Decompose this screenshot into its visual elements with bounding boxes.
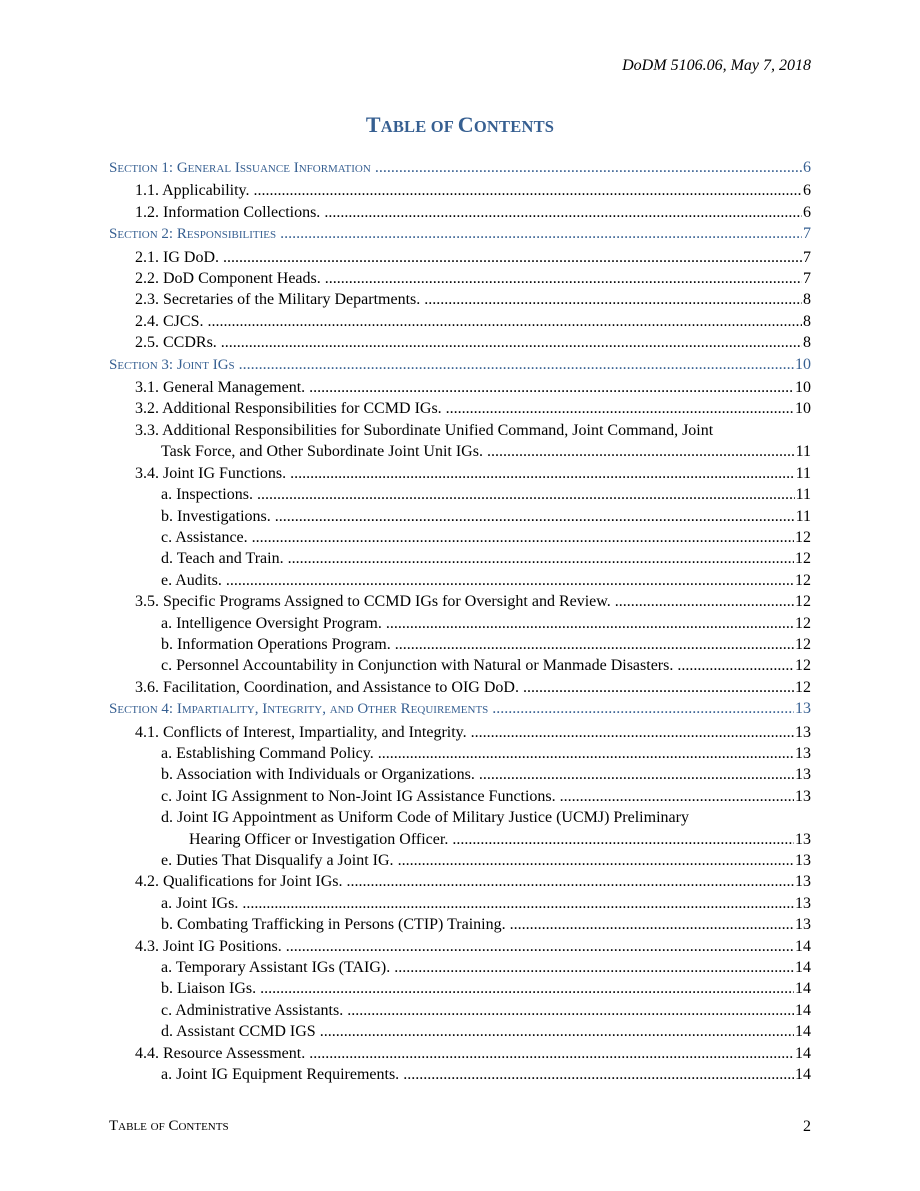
toc-entry-title: b. Liaison IGs. .....: [161, 978, 794, 999]
document-reference: DoDM 5106.06, May 7, 2018: [622, 57, 811, 74]
toc-entry-title: Hearing Officer or Investigation Officer. .....: [189, 829, 794, 850]
toc-page-number: 10: [795, 355, 811, 373]
toc-page-number: 12: [795, 571, 811, 589]
toc-subsection-entry[interactable]: [109, 722, 811, 743]
toc-section-title: SECTION 4: IMPARTIALITY, INTEGRITY, AND OTHER REQUIREMENTS .....: [109, 698, 794, 721]
toc-entry-title: c. Joint IG Assignment to Non-Joint IG Assistance Functions. .....: [161, 786, 794, 807]
toc-paragraph-entry[interactable]: [109, 914, 811, 935]
toc-page-number: 13: [795, 852, 811, 869]
toc-page-number: 12: [795, 550, 811, 568]
toc-entry-title: 3.5. Specific Programs Assigned to CCMD IGs for Oversight and Review. .....: [135, 591, 794, 612]
footer-section-label: TABLE OF CONTENTS: [109, 1118, 229, 1134]
toc-entry-title: 3.1. General Management. .....: [135, 377, 794, 398]
toc-page-number: 6: [803, 159, 811, 176]
toc-entry-title: d. Teach and Train. .....: [161, 548, 794, 569]
toc-entry-title: b. Investigations. .....: [161, 506, 795, 527]
toc-entry-title: d. Assistant CCMD IGS .....: [161, 1021, 794, 1042]
toc-subsection-entry[interactable]: [109, 441, 811, 462]
toc-subsection-entry[interactable]: [109, 289, 811, 310]
toc-entry-wrapped-line[interactable]: d. Joint IG Appointment as Uniform Code of Military Justice (UCMJ) Preliminary: [161, 809, 689, 827]
toc-entry-title: 3.2. Additional Responsibilities for CCMD IGs. .....: [135, 398, 794, 419]
toc-paragraph-entry[interactable]: [109, 634, 811, 655]
toc-paragraph-entry[interactable]: [109, 850, 811, 871]
toc-entry-title: 2.3. Secretaries of the Military Departments. .....: [135, 289, 802, 310]
toc-entry-title: 4.4. Resource Assessment. .....: [135, 1043, 794, 1064]
toc-section-entry[interactable]: [109, 698, 811, 721]
footer-page-number: 2: [803, 1118, 811, 1135]
toc-entry-title: e. Duties That Disqualify a Joint IG. .....: [161, 850, 794, 871]
title-second-rest: ONTENTS: [473, 117, 555, 136]
toc-subsection-entry[interactable]: [109, 202, 811, 223]
toc-subsection-entry[interactable]: [109, 1043, 811, 1064]
toc-page-number: 6: [803, 203, 811, 221]
toc-entry-title: 4.3. Joint IG Positions. .....: [135, 936, 794, 957]
toc-page-number: 11: [795, 464, 811, 482]
toc-page-number: 14: [795, 959, 811, 977]
toc-page-number: 8: [803, 312, 811, 330]
toc-subsection-entry[interactable]: [109, 398, 811, 419]
toc-entry-title: 2.4. CJCS. .....: [135, 311, 802, 332]
toc-subsection-entry[interactable]: [109, 180, 811, 201]
toc-section-title: SECTION 3: JOINT IGS .....: [109, 354, 794, 377]
toc-entry-title: b. Combating Trafficking in Persons (CTIP) Training. .....: [161, 914, 794, 935]
toc-entry-wrapped-line[interactable]: 3.3. Additional Responsibilities for Subordinate Unified Command, Joint Command, Joint: [135, 421, 714, 439]
toc-paragraph-entry[interactable]: [109, 743, 811, 764]
toc-entry-title: 3.6. Facilitation, Coordination, and Assistance to OIG DoD. .....: [135, 677, 794, 698]
toc-subsection-entry[interactable]: [109, 268, 811, 289]
toc-entry-title: 4.1. Conflicts of Interest, Impartiality, and Integrity. .....: [135, 722, 794, 743]
toc-paragraph-entry[interactable]: [109, 829, 811, 850]
toc-subsection-entry[interactable]: [109, 377, 811, 398]
toc-entry-title: 2.5. CCDRs. .....: [135, 332, 802, 353]
title-first-letter: T: [365, 112, 381, 137]
toc-page-number: 8: [803, 291, 811, 309]
toc-page-number: 13: [795, 873, 811, 891]
toc-paragraph-entry[interactable]: [109, 548, 811, 569]
toc-subsection-entry[interactable]: [109, 332, 811, 353]
toc-section-title: SECTION 2: RESPONSIBILITIES .....: [109, 223, 802, 246]
toc-page-number: 8: [803, 334, 811, 352]
toc-entry-title: a. Establishing Command Policy. .....: [161, 743, 794, 764]
toc-entry-title: a. Inspections. .....: [161, 484, 795, 505]
toc-subsection-entry[interactable]: [109, 311, 811, 332]
toc-paragraph-entry[interactable]: [109, 506, 811, 527]
toc-entry-title: c. Personnel Accountability in Conjunction with Natural or Manmade Disasters. .....: [161, 655, 794, 676]
toc-page-number: 14: [795, 980, 811, 998]
toc-subsection-entry[interactable]: [109, 677, 811, 698]
toc-paragraph-entry[interactable]: [109, 1064, 811, 1085]
toc-paragraph-entry[interactable]: [109, 655, 811, 676]
toc-page-number: 12: [795, 657, 811, 675]
toc-page-number: 6: [803, 182, 811, 200]
toc-page-number: 13: [795, 723, 811, 741]
title-second-letter: C: [457, 112, 474, 137]
toc-page-number: 7: [803, 225, 811, 243]
toc-page-number: 13: [795, 894, 811, 912]
toc-subsection-entry[interactable]: [109, 936, 811, 957]
toc-section-entry[interactable]: [109, 354, 811, 377]
toc-paragraph-entry[interactable]: [109, 893, 811, 914]
toc-page-number: 12: [795, 635, 811, 653]
toc-subsection-entry[interactable]: [109, 591, 811, 612]
toc-subsection-entry[interactable]: [109, 247, 811, 268]
title-first-rest: ABLE OF: [380, 117, 458, 136]
toc-entry-title: 2.2. DoD Component Heads. .....: [135, 268, 802, 289]
toc-paragraph-entry[interactable]: [109, 1000, 811, 1021]
toc-page-number: 14: [795, 1066, 811, 1084]
toc-page-number: 11: [795, 443, 811, 461]
toc-page-number: 11: [795, 486, 811, 504]
toc-paragraph-entry[interactable]: [109, 786, 811, 807]
toc-entry-title: 2.1. IG DoD. .....: [135, 247, 802, 268]
toc-page-number: 14: [795, 1001, 811, 1019]
toc-paragraph-entry[interactable]: [109, 978, 811, 999]
toc-page-number: 12: [795, 614, 811, 632]
toc-entry-title: 1.1. Applicability. .....: [135, 180, 802, 201]
toc-section-title: SECTION 1: GENERAL ISSUANCE INFORMATION .....: [109, 157, 802, 180]
toc-entry-title: Task Force, and Other Subordinate Joint Unit IGs. .....: [161, 441, 795, 462]
toc-paragraph-entry[interactable]: [109, 527, 811, 548]
page-title: [0, 112, 920, 138]
toc-entry-title: a. Temporary Assistant IGs (TAIG). .....: [161, 957, 794, 978]
toc-page-number: 13: [795, 700, 811, 718]
toc-page-number: 13: [795, 787, 811, 805]
toc-page-number: 11: [795, 507, 811, 525]
toc-paragraph-entry[interactable]: [109, 957, 811, 978]
toc-entry-title: a. Intelligence Oversight Program. .....: [161, 613, 794, 634]
toc-paragraph-entry[interactable]: [109, 1021, 811, 1042]
toc-paragraph-entry[interactable]: [109, 613, 811, 634]
toc-subsection-entry[interactable]: [109, 871, 811, 892]
toc-page-number: 13: [795, 744, 811, 762]
toc-entry-title: 3.4. Joint IG Functions. .....: [135, 463, 795, 484]
toc-page-number: 10: [795, 400, 811, 418]
toc-entry-title: b. Information Operations Program. .....: [161, 634, 794, 655]
toc-section-entry[interactable]: [109, 157, 811, 180]
toc-entry-title: a. Joint IG Equipment Requirements. .....: [161, 1064, 794, 1085]
toc-page-number: 13: [795, 766, 811, 784]
toc-page-number: 7: [803, 270, 811, 288]
toc-page-number: 14: [795, 1023, 811, 1041]
toc-entry-title: b. Association with Individuals or Organizations. .....: [161, 764, 794, 785]
toc-page-number: 7: [803, 248, 811, 266]
toc-paragraph-entry[interactable]: [109, 484, 811, 505]
toc-entry-title: a. Joint IGs. .....: [161, 893, 794, 914]
toc-entry-title: c. Assistance. .....: [161, 527, 794, 548]
toc-page-number: 10: [795, 379, 811, 397]
toc-page-number: 14: [795, 1044, 811, 1062]
toc-entry-title: c. Administrative Assistants. .....: [161, 1000, 794, 1021]
toc-page-number: 12: [795, 593, 811, 611]
toc-page-number: 13: [795, 830, 811, 848]
toc-paragraph-entry[interactable]: [109, 764, 811, 785]
toc-page-number: 12: [795, 528, 811, 546]
toc-page-number: 14: [795, 937, 811, 955]
toc-entry-title: 1.2. Information Collections. .....: [135, 202, 802, 223]
toc-subsection-entry[interactable]: [109, 463, 811, 484]
toc-section-entry[interactable]: [109, 223, 811, 246]
toc-entry-title: e. Audits. .....: [161, 570, 794, 591]
toc-page-number: 12: [795, 678, 811, 696]
toc-paragraph-entry[interactable]: [109, 570, 811, 591]
toc-entry-title: 4.2. Qualifications for Joint IGs. .....: [135, 871, 794, 892]
table-of-contents: [109, 157, 811, 1085]
toc-page-number: 13: [795, 916, 811, 934]
